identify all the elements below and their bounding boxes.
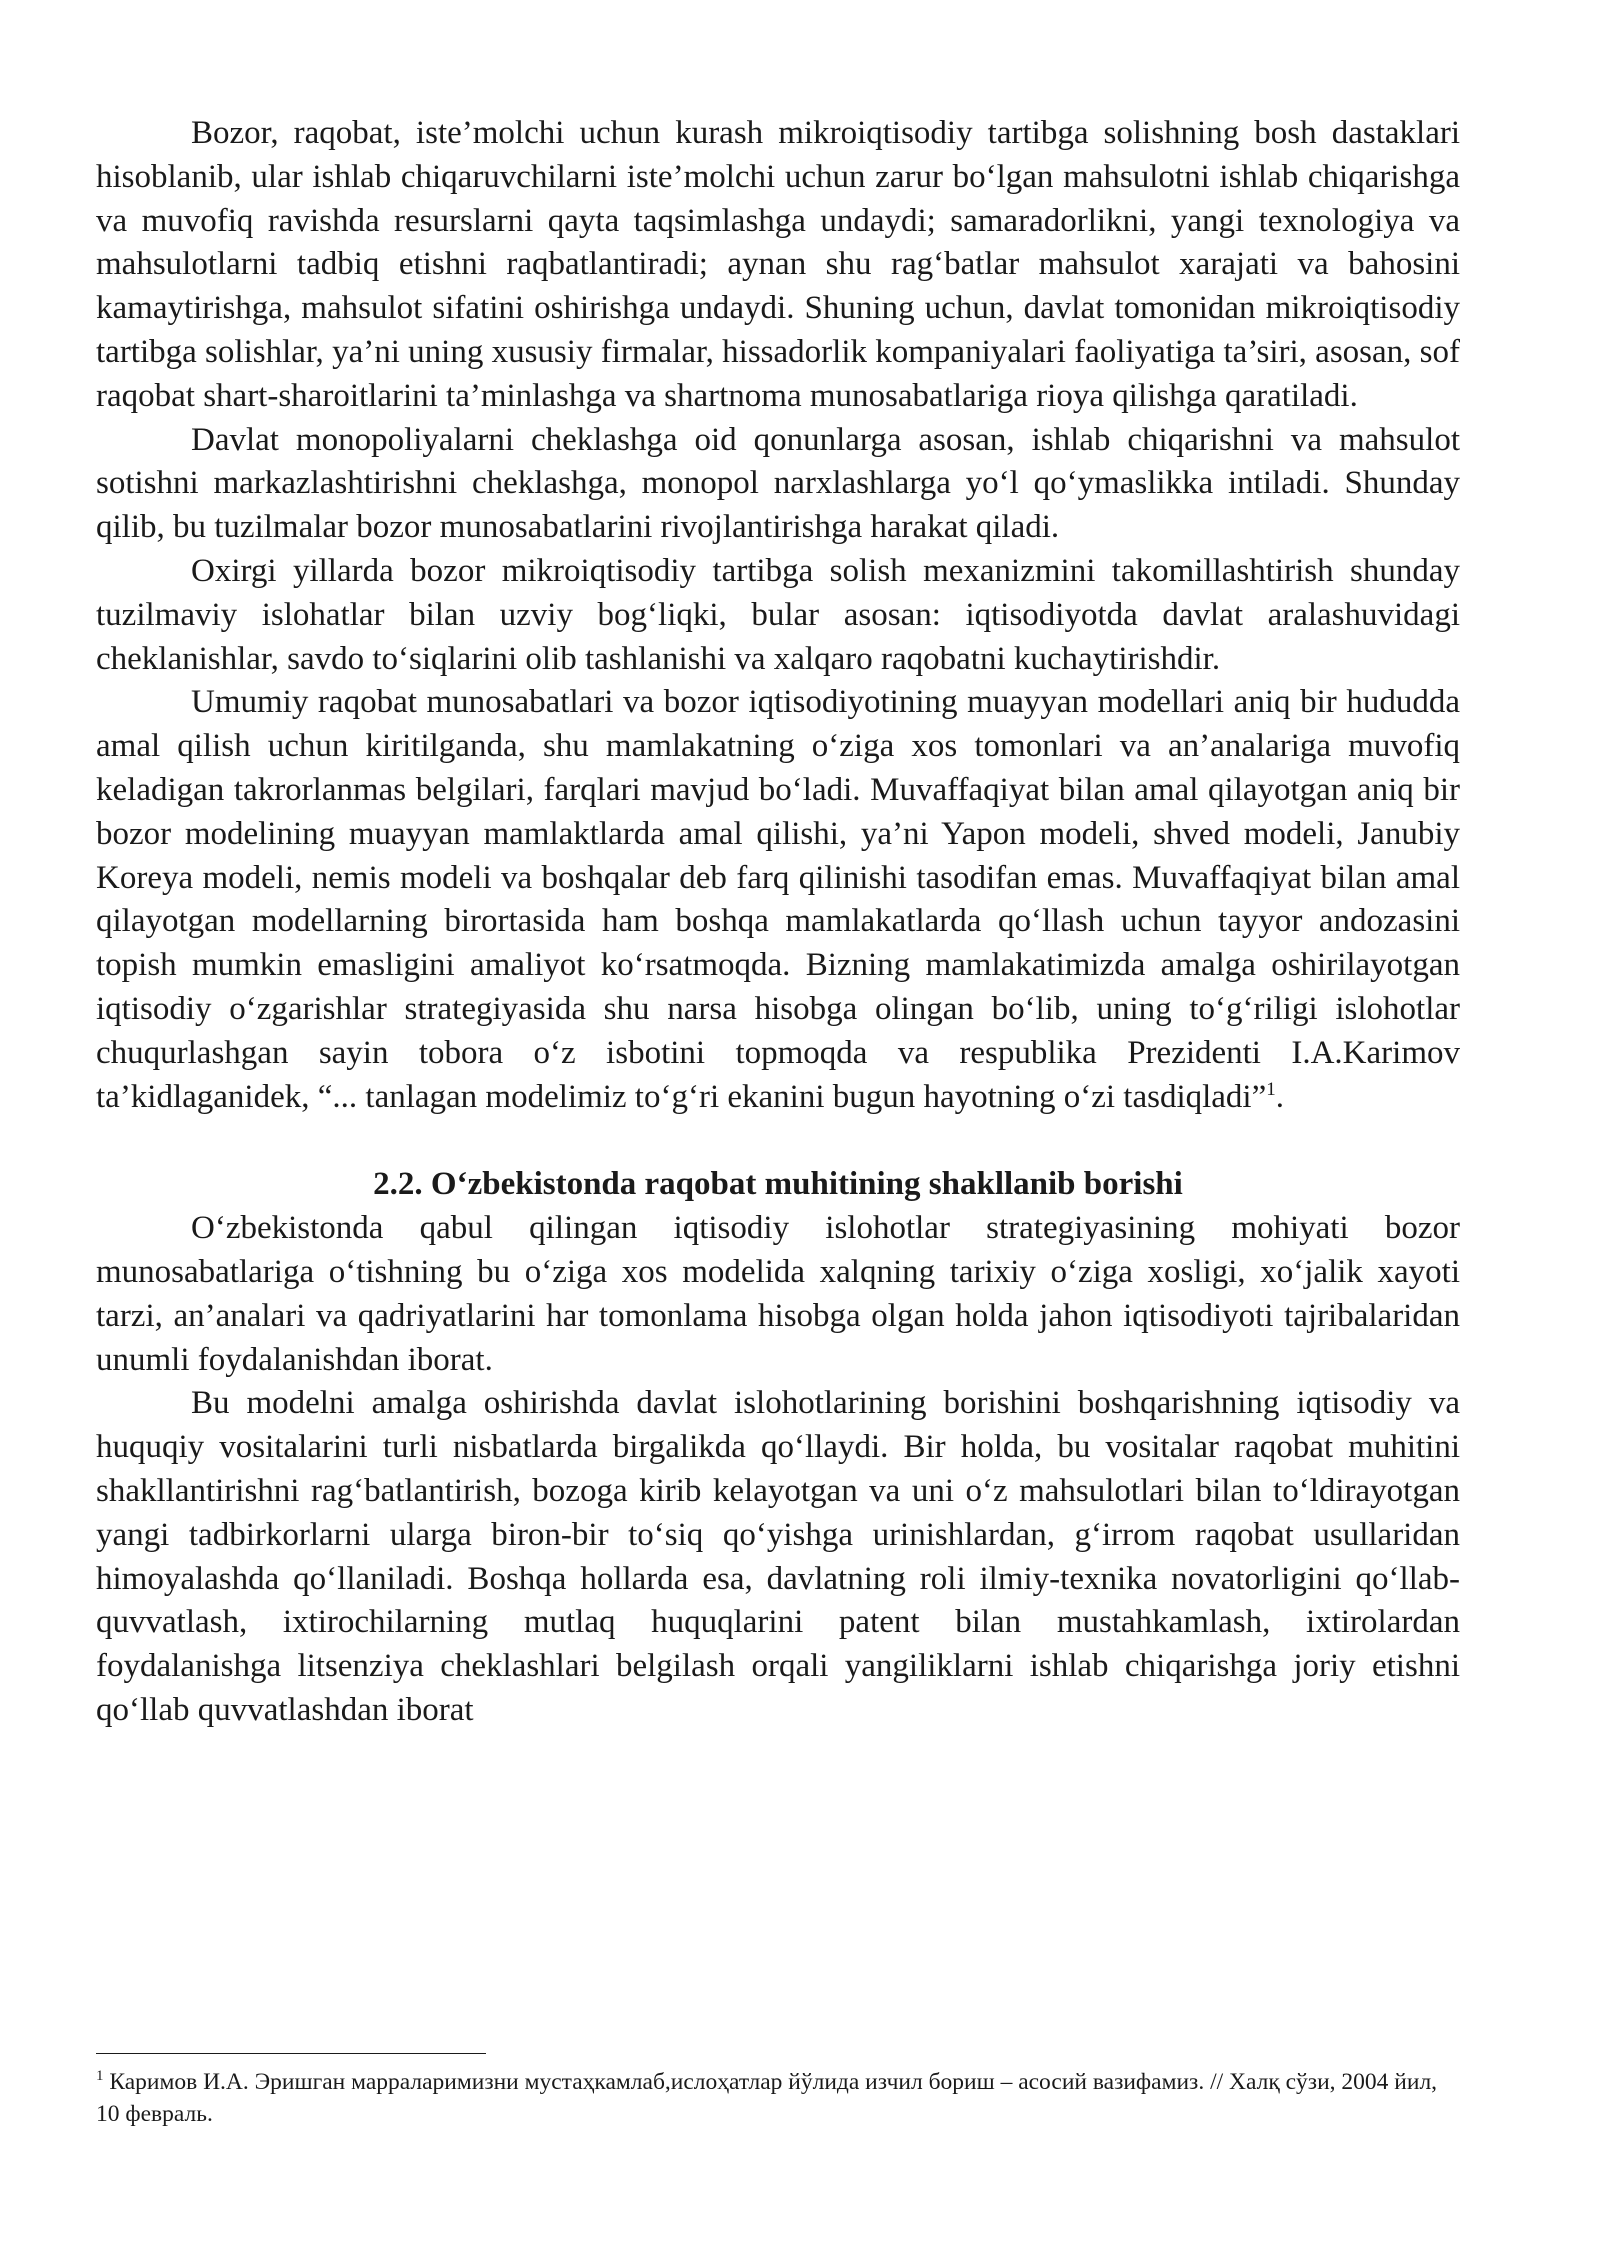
paragraph-end-punctuation: .	[1275, 1078, 1284, 1115]
paragraph: Oxirgi yillarda bozor mikroiqtisodiy tartibga solish mexanizmini takomillashtirish shunday tuzilmaviy islohatlar bilan uzviy bog‘liqki, bular asosan: iqtisodiyotda davlat aralashuvidagi cheklanishlar, savdo to‘siqlarini olib tashlanishi va xalqaro raqobatni kuchaytirishdir.	[96, 552, 1460, 677]
paragraph: O‘zbekistonda qabul qilingan iqtisodiy islohotlar strategiyasining mohiyati bozor munosabatlariga o‘tishning bu o‘ziga xos modelida xalqning tarixiy o‘ziga xosligi, xo‘jalik xayoti tarzi, an’analari va qadriyatlarini har tomonlama hisobga olgan holda jahon iqtisodiyoti tajribalaridan unumli foydalanishdan iborat.	[96, 1210, 1460, 1378]
footnote-reference[interactable]: 1	[1266, 1078, 1276, 1100]
footnote-mark: 1	[96, 2068, 104, 2085]
paragraph: Bozor, raqobat, iste’molchi uchun kurash mikroiqtisodiy tartibga solishning bosh dastaklari hisoblanib, ular ishlab chiqaruvchilarni iste’molchi uchun zarur bo‘lgan mahsulotni ishlab chiqarishga va muvofiq ravishda resurslarni qayta taqsimlashga undaydi; samaradorlikni, yangi texnologiya va mahsulotlarni tadbiq etishni raqbatlantiradi; aynan shu rag‘batlar mahsulot xarajati va bahosini kamaytirishga, mahsulot sifatini oshirishga undaydi. Shuning uchun, davlat tomonidan mikroiqtisodiy tartibga solishlar, ya’ni uning xususiy firmalar, hissadorlik kompaniyalari faoliyatiga ta’siri, asosan, sof raqobat shart-sharoitlarini ta’minlashga va shartnoma munosabatlariga rioya qilishga qaratiladi.	[96, 115, 1460, 414]
paragraph: Bu modelni amalga oshirishda davlat islohotlarining borishini boshqarishning iqtisodiy va huquqiy vositalarini turli nisbatlarda birgalikda qo‘llaydi. Bir holda, bu vositalar raqobat muhitini shakllantirishni rag‘batlantirish, bozoga kirib kelayotgan va uni o‘z mahsulotlari bilan to‘ldirayotgan yangi tadbirkorlarni ularga biron-bir to‘siq qo‘yishga urinishlardan, g‘irrom raqobat usullaridan himoyalashda qo‘llaniladi. Boshqa hollarda esa, davlatning roli ilmiy-texnika novatorligini qo‘llab-quvvatlash, ixtirochilarning mutlaq huquqlarini patent bilan mustahkamlash, ixtirolardan foydalanishga litsenziya cheklashlari belgilash orqali yangiliklarni ishlab chiqarishga joriy etishni qo‘llab quvvatlashdan iborat	[96, 1385, 1460, 1728]
paragraph: Davlat monopoliyalarni cheklashga oid qonunlarga asosan, ishlab chiqarishni va mahsulot sotishni markazlashtirishni cheklashga, monopol narxlashlarga yo‘l qo‘ymaslikka intiladi. Shunday qilib, bu tuzilmalar bozor munosabatlarini rivojlantirishga harakat qiladi.	[96, 421, 1460, 546]
footnote-text: Каримов И.А. Эришган марраларимизни мустаҳкамлаб,ислоҳатлар йўлида изчил бориш – асосий вазифамиз. // Халқ сўзи, 2004 йил, 10 февраль.	[96, 2069, 1438, 2127]
paragraph-text: Umumiy raqobat munosabatlari va bozor iqtisodiyotining muayyan modellari aniq bir hududda amal qilish uchun kiritilganda, shu mamlakatning o‘ziga xos tomonlari va an’analariga muvofiq keladigan takrorlanmas belgilari, farqlari mavjud bo‘ladi. Muvaffaqiyat bilan amal qilayotgan aniq bir bozor modelining muayyan mamlaktlarda amal qilishi, ya’ni Yapon modeli, shved modeli, Janubiy Koreya modeli, nemis modeli va boshqalar deb farq qilinishi tasodifan emas. Muvaffaqiyat bilan amal qilayotgan modellarning birortasida ham boshqa mamlakatlarda qo‘llash uchun tayyor andozasini topish mumkin emasligini amaliyot ko‘rsatmoqda. Bizning mamlakatimizda amalga oshirilayotgan iqtisodiy o‘zgarishlar strategiyasida shu narsa hisobga olingan bo‘lib, uning to‘g‘riligi islohotlar chuqurlashgan sayin tobora o‘z isbotini topmoqda va respublika Prezidenti I.A.Karimov ta’kidlaganidek, “... tanlagan modelimiz to‘g‘ri ekanini bugun hayotning o‘zi tasdiqladi”	[96, 684, 1460, 1115]
footnote	[96, 2066, 1460, 2130]
document-body	[96, 112, 1460, 1733]
footnote-separator	[96, 2053, 486, 2054]
section-heading: 2.2. O‘zbekistonda raqobat muhitining shakllanib borishi	[373, 1166, 1183, 1203]
paragraph-with-footnote-ref	[96, 681, 1460, 1119]
